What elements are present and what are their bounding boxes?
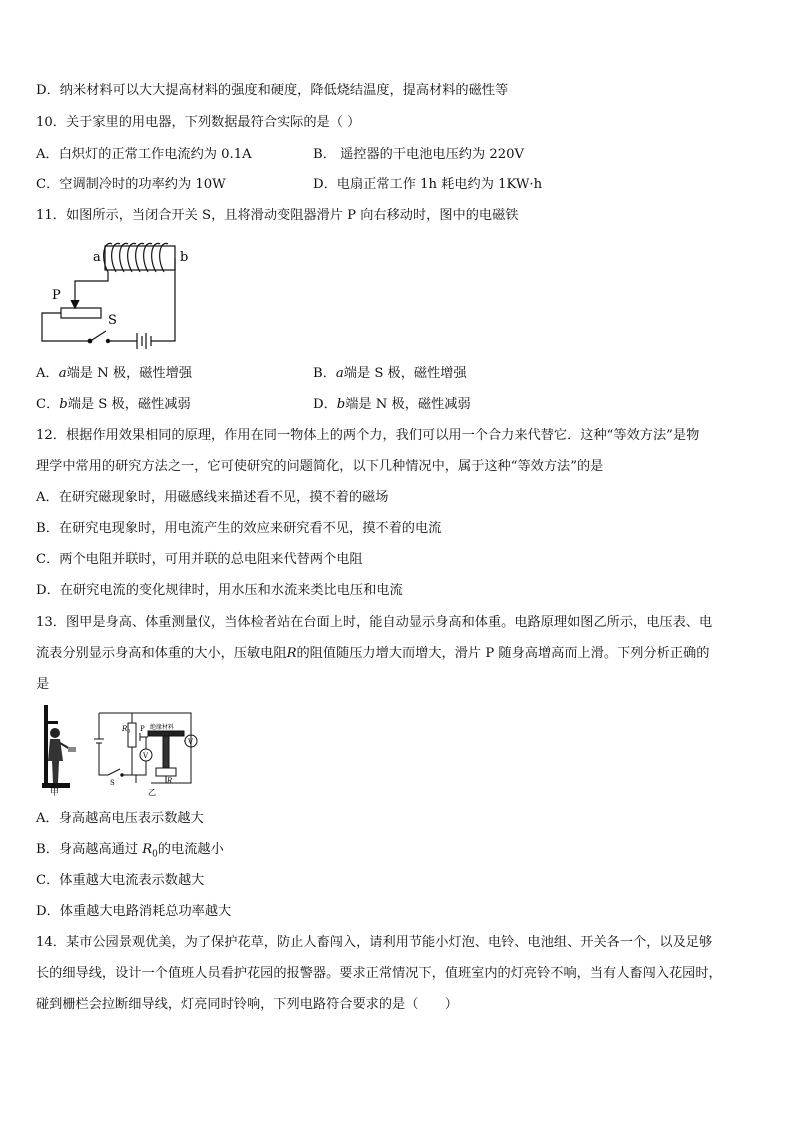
q10-option-c: C．空调制冷时的功率约为 10W <box>36 177 226 192</box>
insulation-label: 绝缘材料 <box>150 724 175 731</box>
q13-option-a: A．身高越高电压表示数越大 <box>36 811 204 826</box>
switch-s-label: S <box>108 313 117 328</box>
q11-option-c <box>36 395 191 415</box>
coil-windings <box>104 243 168 272</box>
q11-option-a <box>36 364 192 384</box>
q13-stem-line2 <box>36 644 709 664</box>
figure-yi-circuit <box>94 713 197 783</box>
r0-label <box>121 725 131 735</box>
q13-b-post: 的电流越小 <box>157 842 224 857</box>
q11-b-var: a <box>335 366 344 381</box>
q11-c-var: b <box>59 397 68 412</box>
q14-stem-line3: 碰到栅栏会拉断细导线，灯亮同时铃响，下列电路符合要求的是（ ） <box>36 997 458 1012</box>
r0-label-sub: 0 <box>127 729 131 735</box>
wire-to-slider <box>75 272 108 306</box>
q12-stem-line1: 12．根据作用效果相同的原理，作用在同一物体上的两个力，我们可以用一个合力来代替它．这种“等效方法”是物 <box>36 428 700 443</box>
figure-jia-device <box>42 705 76 788</box>
q13-option-b <box>36 840 224 865</box>
switch-pivot <box>88 339 92 343</box>
iron-core <box>105 246 175 270</box>
rheostat <box>61 308 101 318</box>
q13-stem2-pre: 流表分别显示身高和体重的大小，压敏电阻 <box>36 646 287 661</box>
q14-stem-line1: 14．某市公园景观优美，为了保护花草，防止人畜闯入，请利用节能小灯泡、电铃、电池组、开关各一个，以及足够 <box>36 935 713 950</box>
q11-b-text: 端是 S 极，磁性增强 <box>343 366 467 381</box>
q13-option-c: C．体重越大电流表示数越大 <box>36 873 205 888</box>
height-weight-meter-figure <box>36 703 216 798</box>
q14-stem-line2: 长的细导线，设计一个值班人员看护花园的报警器。要求正常情况下，值班室内的灯亮铃不响，当有人畜闯入花园时， <box>36 966 722 981</box>
q13-option-d: D．体重越大电路消耗总功率越大 <box>36 904 232 919</box>
q13-b-pre: B．身高越高通过 <box>36 842 143 857</box>
switch-blade <box>92 331 106 340</box>
q12-option-b: B．在研究电现象时，用电流产生的效应来研究看不见，摸不着的电流 <box>36 521 442 536</box>
battery-cells <box>137 333 151 349</box>
q11-b-prefix: B． <box>313 366 336 381</box>
q13-stem-line3: 是 <box>36 677 50 692</box>
q13-b-var: R <box>142 842 153 857</box>
voltmeter-label-inner: V <box>143 752 149 760</box>
coil-end-b-label: b <box>180 250 189 265</box>
pressure-resistor-label: R <box>167 777 173 785</box>
figure-yi-label: 乙 <box>148 788 156 797</box>
voltmeter-label-right: V <box>188 738 194 746</box>
q11-option-b <box>313 364 467 384</box>
q10-option-a: A．白炽灯的正常工作电流约为 0.1A <box>36 147 252 162</box>
slider-p-arrow <box>71 300 79 308</box>
electromagnet-circuit-diagram <box>36 236 196 356</box>
wire-left <box>42 313 88 341</box>
switch-s-label: S <box>110 779 115 787</box>
q10-stem: 10．关于家里的用电器，下列数据最符合实际的是（ ） <box>36 115 361 130</box>
q11-a-text: 端是 N 极，磁性增强 <box>66 366 193 381</box>
electromagnet-circuit-figure <box>36 236 196 356</box>
q11-a-prefix: A． <box>36 366 59 381</box>
q13-b-sub: 0 <box>152 849 158 860</box>
q12-option-a: A．在研究磁现象时，用磁感线来描述看不见，摸不着的磁场 <box>36 490 389 505</box>
q10-option-d: D．电扇正常工作 1h 耗电约为 1KW·h <box>313 177 543 192</box>
height-weight-meter-diagram <box>36 703 216 798</box>
q11-a-var: a <box>58 366 67 381</box>
q12-option-c: C．两个电阻并联时，可用并联的总电阻来代替两个电阻 <box>36 552 363 567</box>
q12-option-d: D．在研究电流的变化规律时，用水压和水流来类比电压和电流 <box>36 583 403 598</box>
q11-d-text: 端是 N 极，磁性减弱 <box>345 397 471 412</box>
q11-d-prefix: D． <box>313 397 337 412</box>
q11-stem: 11．如图所示，当闭合开关 S，且将滑动变阻器滑片 P 向右移动时，图中的电磁铁 <box>36 208 519 223</box>
q13-stem-line1: 13．图甲是身高、体重测量仪，当体检者站在台面上时，能自动显示身高和体重。电路原理如图乙所示，电压表、电 <box>36 615 713 630</box>
q9-option-d: D．纳米材料可以大大提高材料的强度和硬度，降低烧结温度，提高材料的磁性等 <box>36 83 509 98</box>
q11-d-var: b <box>336 397 346 412</box>
coil-end-a-label: a <box>93 250 101 265</box>
q11-c-prefix: C． <box>36 397 60 412</box>
q13-stem2-post: 的阻值随压力增大而增大，滑片 P 随身高增高而上滑。下列分析正确的 <box>296 646 710 661</box>
q10-option-b: B． 遥控器的干电池电压约为 220V <box>313 147 525 162</box>
q11-c-text: 端是 S 极，磁性减弱 <box>67 397 191 412</box>
q13-stem2-var: R <box>286 646 297 661</box>
r0-label-main: R <box>122 725 128 733</box>
q11-option-d <box>313 395 471 415</box>
figure-jia-label: 甲 <box>50 788 60 798</box>
q12-stem-line2: 理学中常用的研究方法之一，它可使研究的问题简化，以下几种情况中，属于这种“等效方法”的是 <box>36 459 604 474</box>
slider-p-label: P <box>52 288 61 303</box>
slider-p-label: P <box>140 725 145 733</box>
